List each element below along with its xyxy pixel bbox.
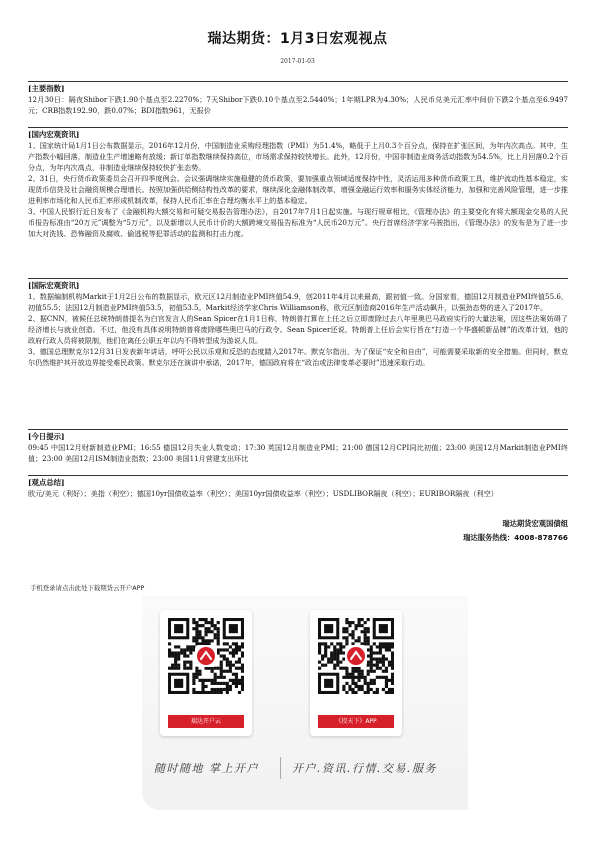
section-heading: [观点总结] bbox=[28, 475, 568, 488]
section-main-indicators bbox=[28, 81, 568, 116]
section-body bbox=[28, 94, 568, 116]
section-body bbox=[28, 488, 568, 499]
paragraph: 2、31日，央行货币政策委员会召开四季度例会。会议强调继续实施稳健的货币政策，要加强重点领域适度保持中性，灵活运用多种货币政策工具，维护流动性基本稳定，实现货币信贷及社会融资规模合理增长。按照加强供给侧结构性改革的要求，继续深化金融体制改革，增强金融运行效率和服务实体经济能力，加强和完善风险管理，进一步推进利率市场化和人民币汇率形成机制改革，保持人民币汇率在合理均衡水平上的基本稳定。 bbox=[28, 174, 568, 205]
footer-org: 瑞达期货宏观国债组 bbox=[502, 519, 568, 528]
section-body bbox=[28, 442, 568, 464]
section-domestic-news bbox=[28, 127, 568, 239]
qr-card-left[interactable] bbox=[160, 610, 252, 736]
qr-code-icon bbox=[318, 618, 394, 694]
qr-left-label: 瑞达开户云 bbox=[168, 715, 244, 728]
paragraph: 1、数据编制机构Markit于1月2日公布的数据显示，欧元区12月制造业PMI终值54.9，创2011年4月以来最高，跟初值一致。分国家看，德国12月制造业PMI终值55.6，初值55.5；法国12月制造业PMI终值53.5，初值53.5。Markit经济学家Chris Williamson称，欧元区制造商2016年生产活动飙升，以强劲态势的进入了2017年。 bbox=[28, 292, 568, 312]
qr-code-icon bbox=[168, 618, 244, 694]
paragraph: 欧元/美元（利好）；美指（利空）；德国10yr国债收益率（利空）；美国10yr国债收益率（利空）；USDLIBOR隔夜（利空）；EURIBOR隔夜（利空） bbox=[28, 489, 498, 498]
slogan-right: 开户.资讯.行情.交易.服务 bbox=[292, 762, 437, 775]
paragraph: 3、德国总理默克尔12月31日发表新年讲话，呼吁公民以乐观和反恐的态度踏入2017年。默克尔指出，为了保证“安全和自由”，可能需要采取新的安全措施。但同时，默克尔仍然维护其开放边界接受难民政策。默克尔还在演讲中承诺，2017年，德国政府将在“政治或法律变革必要时”迅速采取行动。 bbox=[28, 347, 568, 367]
section-heading: [今日提示] bbox=[28, 429, 568, 442]
paragraph: 1、国家统计局1月1日公布数据显示，2016年12月份，中国制造业采购经理指数（PMI）为51.4%，略低于上月0.3个百分点，保持在扩张区间，为年内次高点。其中，生产指数小幅回落，制造业生产增速略有放缓；新订单指数继续保持高位，市场需求保持较快增长。此外，12月份，中国非制造业商务活动指数为54.5%，比上月回落0.2个百分点，为年内次高点，非制造业继续保持较快扩张态势。 bbox=[28, 141, 568, 172]
slogan-left: 随时随地 掌上开户 bbox=[154, 762, 259, 775]
section-body bbox=[28, 140, 568, 239]
page-title: 瑞达期货：1月3日宏观视点 bbox=[207, 31, 388, 47]
paragraph: 2、据CNN，被候任总统特朗普提名为白宫发言人的Sean Spicer在1月1日称，特朗普打算在上任之后立即废除过去八年里奥巴马政府实行的大量法案，因这些法案妨碍了经济增长与就业创造。不过，他没有具体说明特朗普将废除哪些奥巴马的行政令。Sean Spicer还说，特朗普上任后会实行旨在“打造一个华盛顿新品牌”的改革计划，他的政府行政人员将被限制，他们在离任公职五年以内不得转型成为游说人员。 bbox=[28, 314, 568, 345]
paragraph: 12月30日：隔夜Shibor下跌1.90个基点至2.2270%；7天Shibor下跌0.10个基点至2.5440%；1年期LPR为4.30%；人民币兑美元汇率中间价下跌2个基点至6.9497元；CRB指数192.90，跌0.07%；BDI指数961，无报价 bbox=[28, 95, 568, 115]
section-heading: [国际宏观资讯] bbox=[28, 278, 568, 291]
app-download-link[interactable]: 手机登录请点击此处下载期货云开户APP bbox=[30, 584, 145, 592]
paragraph: 09:45 中国12月财新制造业PMI；16:55 德国12月失业人数变动；17:30 英国12月制造业PMI；21:00 德国12月CPI同比初值；23:00 美国12月Markit制造业PMI终值；23:00 美国12月ISM制造业指数；23:00 美国11月营建支出环比 bbox=[28, 443, 568, 463]
section-today-alert bbox=[28, 429, 568, 464]
section-body bbox=[28, 291, 568, 368]
qr-card-right[interactable] bbox=[310, 610, 402, 736]
section-heading: [主要指数] bbox=[28, 81, 568, 94]
app-promo-banner bbox=[142, 596, 468, 810]
paragraph: 3、中国人民银行近日发布了《金融机构大额交易和可疑交易报告管理办法》，自2017年7月1日起实施。与现行规章相比，《管理办法》的主要变化有将大额现金交易的人民币报告标准由“20万元”调整为“5万元”，以及新增以人民币计价的大额跨境交易报告标准为“人民币20万元”。央行首席经济学家马骏指出，《管理办法》的发布是为了进一步加大对洗钱、恐怖融资及腐败、偷逃税等犯罪活动的监测和打击力度。 bbox=[28, 207, 568, 238]
section-viewpoints bbox=[28, 475, 568, 499]
footer-hotline: 瑞达服务热线：4008-878766 bbox=[463, 533, 568, 542]
qr-right-label: 《投天下》APP bbox=[318, 715, 394, 728]
report-date: 2017-01-03 bbox=[280, 58, 315, 65]
section-heading: [国内宏观资讯] bbox=[28, 127, 568, 140]
section-international-news bbox=[28, 278, 568, 368]
slogan-divider bbox=[280, 757, 281, 779]
